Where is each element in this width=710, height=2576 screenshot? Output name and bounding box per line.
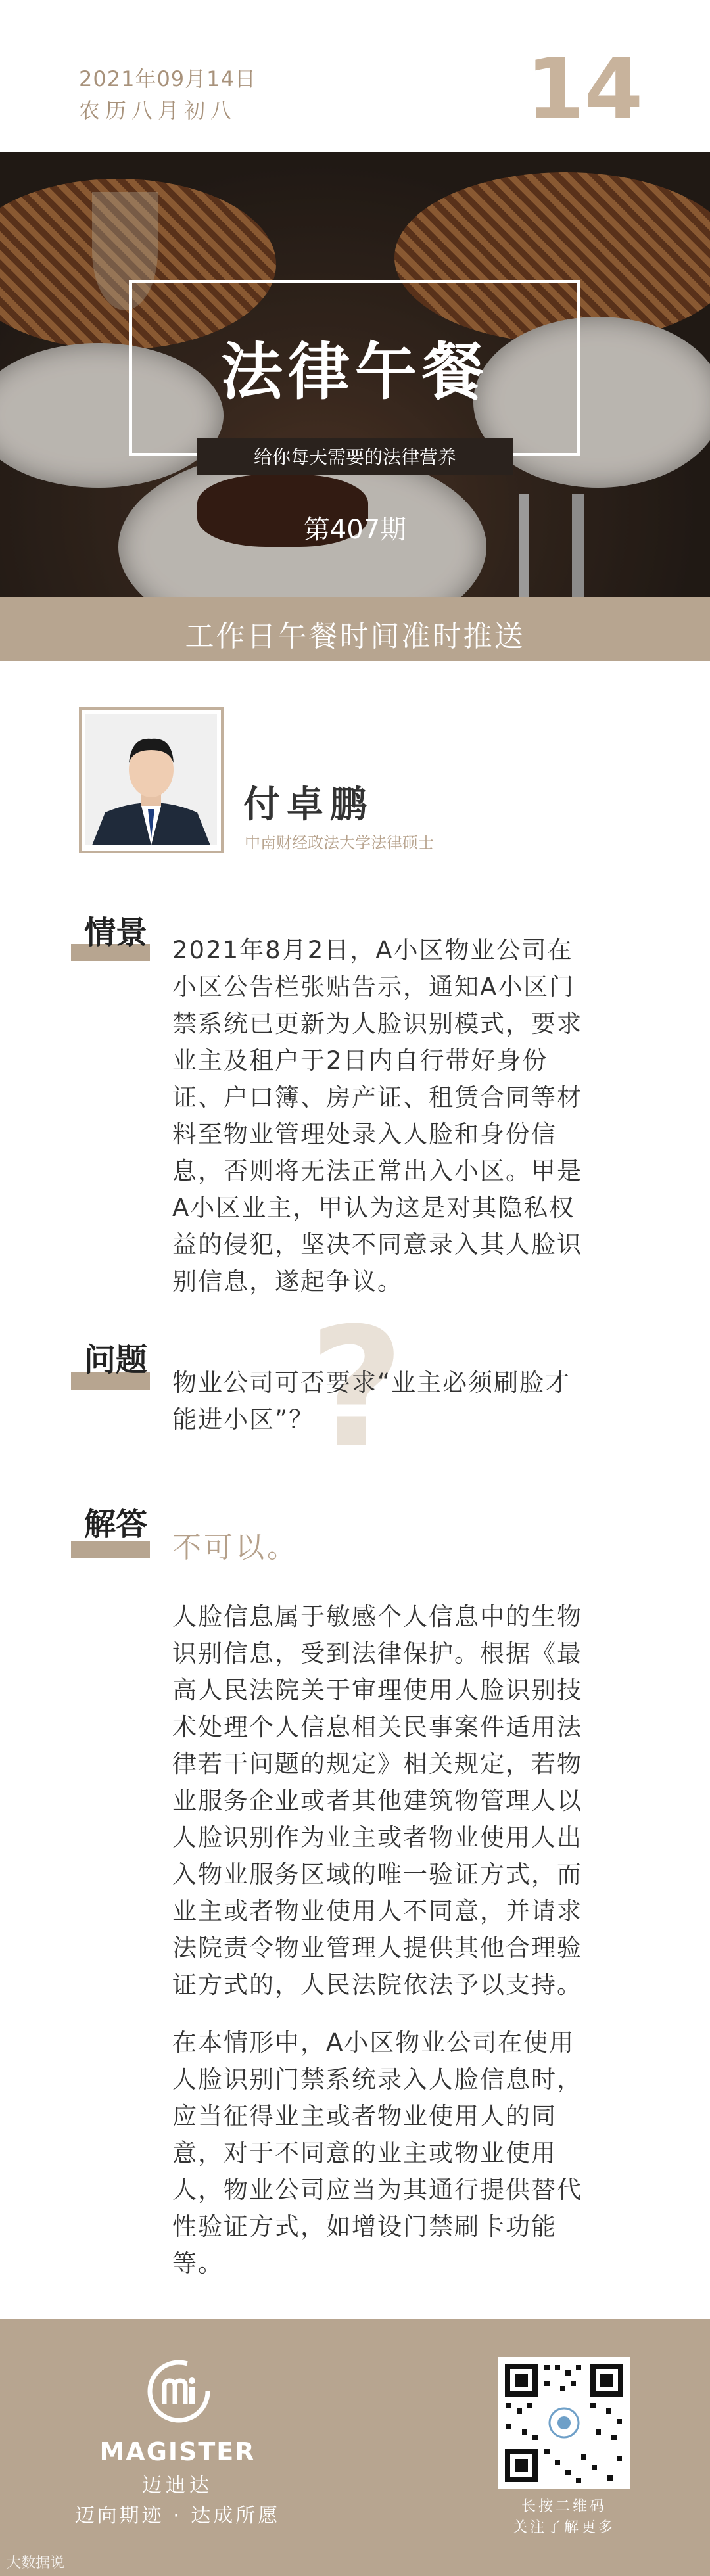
- qr-caption-line-2: 关注了解更多: [512, 2519, 615, 2536]
- author-name: 付卓鹏: [243, 784, 373, 826]
- text-line: 法院责令物业管理人提供其他合理验: [172, 1934, 582, 1962]
- text-line: 禁系统已更新为人脸识别模式，要求: [172, 1010, 582, 1038]
- logo-wordmark: MAGISTER: [99, 2437, 256, 2466]
- footer-slogan: 迈向期迹 · 达成所愿: [74, 2504, 281, 2527]
- scenario-paragraph: [172, 932, 582, 1300]
- text-line: 业主及租户于2日内自行带好身份: [172, 1046, 548, 1075]
- text-line: 意，对于不同意的业主或物业使用: [172, 2139, 557, 2167]
- text-line: 2021年8月2日，A小区物业公司在: [172, 936, 573, 964]
- text-line: 能进小区”？: [172, 1405, 315, 1434]
- answer-paragraph-2: [172, 2025, 582, 2282]
- text-line: 人脸识别作为业主或者物业使用人出: [172, 1823, 582, 1852]
- text-line: 息，否则将无法正常出入小区。甲是: [172, 1157, 582, 1185]
- section-heading-scenario: 情景: [84, 914, 148, 951]
- date-text: 2021年09月14日: [79, 66, 256, 91]
- section-heading-answer: 解答: [84, 1506, 148, 1543]
- text-line: 高人民法院关于审理使用人脸识别技: [172, 1676, 582, 1704]
- text-line: 物业公司可否要求“业主必须刷脸才: [172, 1369, 571, 1397]
- qr-code-icon: [498, 2357, 630, 2489]
- magister-logo-icon: [146, 2358, 212, 2427]
- text-line: 人，物业公司应当为其通行提供替代: [172, 2176, 582, 2204]
- section-heading-question: 问题: [84, 1342, 148, 1378]
- author-title: 中南财经政法大学法律硕士: [245, 833, 434, 852]
- lunar-date-text: 农历八月初八: [79, 98, 237, 123]
- text-line: A小区业主，甲认为这是对其隐私权: [172, 1194, 575, 1222]
- qr-caption-line-1: 长按二维码: [521, 2498, 607, 2515]
- text-line: 小区公告栏张贴告示，通知A小区门: [172, 973, 575, 1001]
- answer-short: 不可以。: [172, 1531, 298, 1564]
- text-line: 益的侵犯，坚决不同意录入其人脸识: [172, 1230, 582, 1259]
- text-line: 在本情形中，A小区物业公司在使用: [172, 2028, 575, 2057]
- banner-text: 工作日午餐时间准时推送: [185, 620, 525, 653]
- issue-number: 第407期: [303, 515, 407, 545]
- text-line: 识别信息，受到法律保护。根据《最: [172, 1639, 582, 1668]
- text-line: 应当征得业主或者物业使用人的同: [172, 2102, 557, 2130]
- text-line: 证方式的，人民法院依法予以支持。: [172, 1971, 582, 1999]
- answer-paragraph-1: [172, 1599, 582, 2003]
- text-line: 人脸识别门禁系统录入人脸信息时，: [172, 2065, 582, 2094]
- author-photo: [85, 714, 217, 845]
- text-line: 料至物业管理处录入人脸和身份信: [172, 1120, 557, 1148]
- text-line: 证、户口簿、房产证、租赁合同等材: [172, 1083, 582, 1112]
- text-line: 人脸信息属于敏感个人信息中的生物: [172, 1603, 582, 1631]
- text-line: 别信息，遂起争议。: [172, 1267, 403, 1296]
- hero-subtitle: 给你每天需要的法律营养: [253, 446, 456, 468]
- text-line: 律若干问题的规定》相关规定，若物: [172, 1750, 582, 1778]
- text-line: 术处理个人信息相关民事案件适用法: [172, 1713, 582, 1741]
- logo-chinese-name: 迈迪达: [142, 2474, 213, 2497]
- text-line: 性验证方式，如增设门禁刷卡功能: [172, 2213, 557, 2241]
- question-mark-icon: ?: [309, 1292, 405, 1484]
- watermark: 大数据说: [7, 2555, 65, 2571]
- question-paragraph: [172, 1365, 571, 1438]
- day-number: 14: [526, 41, 644, 139]
- text-line: 入物业服务区域的唯一验证方式，而: [172, 1860, 582, 1888]
- text-line: 等。: [172, 2249, 224, 2278]
- author-portrait-icon: [85, 714, 217, 845]
- hero-title: 法律午餐: [220, 337, 489, 408]
- text-line: 业主或者物业使用人不同意，并请求: [172, 1897, 582, 1925]
- text-line: 业服务企业或者其他建筑物管理人以: [172, 1787, 582, 1815]
- qr-code[interactable]: [498, 2357, 630, 2489]
